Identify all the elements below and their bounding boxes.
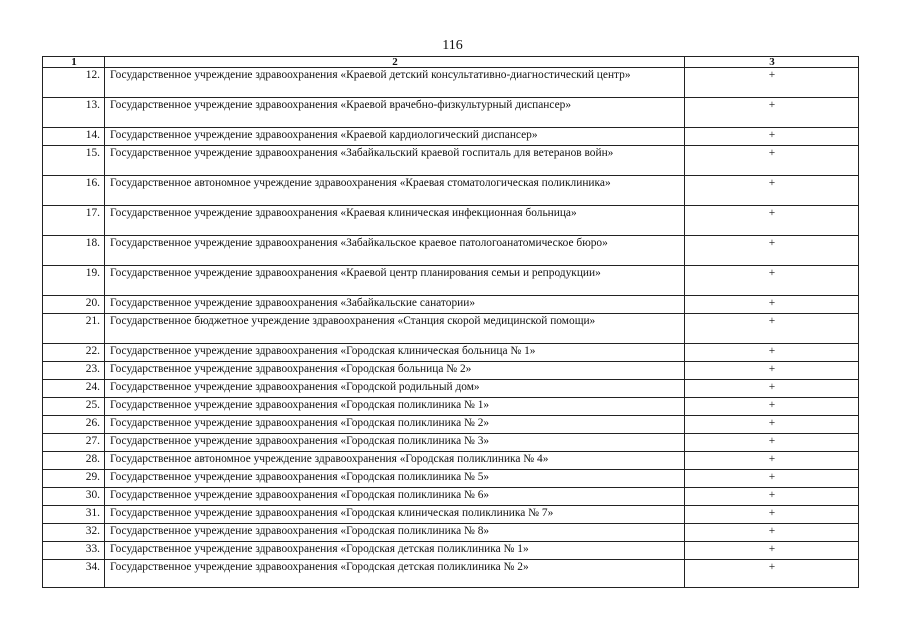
row-number: 29. xyxy=(43,470,105,488)
institution-name: Государственное бюджетное учреждение здравоохранения «Станция скорой медицинской помощи» xyxy=(105,314,685,344)
column-header-name: 2 xyxy=(105,57,685,68)
plus-mark: + xyxy=(685,236,859,266)
row-number: 31. xyxy=(43,506,105,524)
plus-mark: + xyxy=(685,314,859,344)
column-header-number: 1 xyxy=(43,57,105,68)
row-number: 23. xyxy=(43,362,105,380)
institution-name: Государственное учреждение здравоохранения «Краевой кардиологический диспансер» xyxy=(105,128,685,146)
table-row xyxy=(43,206,859,236)
table-header-row xyxy=(43,57,859,68)
table-row xyxy=(43,488,859,506)
table-row xyxy=(43,542,859,560)
institution-name: Государственное учреждение здравоохранения «Городская детская поликлиника № 1» xyxy=(105,542,685,560)
table-row xyxy=(43,128,859,146)
row-number: 19. xyxy=(43,266,105,296)
row-number: 14. xyxy=(43,128,105,146)
row-number: 20. xyxy=(43,296,105,314)
plus-mark: + xyxy=(685,266,859,296)
plus-mark: + xyxy=(685,542,859,560)
row-number: 15. xyxy=(43,146,105,176)
plus-mark: + xyxy=(685,488,859,506)
plus-mark: + xyxy=(685,434,859,452)
row-number: 33. xyxy=(43,542,105,560)
row-number: 32. xyxy=(43,524,105,542)
plus-mark: + xyxy=(685,416,859,434)
plus-mark: + xyxy=(685,128,859,146)
institution-name: Государственное учреждение здравоохранения «Городская поликлиника № 3» xyxy=(105,434,685,452)
plus-mark: + xyxy=(685,362,859,380)
institution-name: Государственное учреждение здравоохранения «Краевой детский консультативно-диагностический центр» xyxy=(105,68,685,98)
plus-mark: + xyxy=(685,344,859,362)
institution-name: Государственное автономное учреждение здравоохранения «Краевая стоматологическая поликлиника» xyxy=(105,176,685,206)
table-row xyxy=(43,560,859,588)
table-row xyxy=(43,506,859,524)
table-row xyxy=(43,146,859,176)
institution-name: Государственное учреждение здравоохранения «Городская поликлиника № 5» xyxy=(105,470,685,488)
row-number: 24. xyxy=(43,380,105,398)
row-number: 16. xyxy=(43,176,105,206)
institution-name: Государственное учреждение здравоохранения «Краевая клиническая инфекционная больница» xyxy=(105,206,685,236)
table-row xyxy=(43,398,859,416)
table-row xyxy=(43,314,859,344)
row-number: 25. xyxy=(43,398,105,416)
table-row xyxy=(43,236,859,266)
institution-name: Государственное учреждение здравоохранения «Городская больница № 2» xyxy=(105,362,685,380)
institution-name: Государственное учреждение здравоохранения «Городская поликлиника № 8» xyxy=(105,524,685,542)
plus-mark: + xyxy=(685,524,859,542)
row-number: 26. xyxy=(43,416,105,434)
institution-name: Государственное учреждение здравоохранения «Городская поликлиника № 1» xyxy=(105,398,685,416)
table-row xyxy=(43,434,859,452)
institution-name: Государственное учреждение здравоохранения «Краевой центр планирования семьи и репродукции» xyxy=(105,266,685,296)
institution-name: Государственное учреждение здравоохранения «Городская клиническая больница № 1» xyxy=(105,344,685,362)
row-number: 30. xyxy=(43,488,105,506)
plus-mark: + xyxy=(685,176,859,206)
table-row xyxy=(43,416,859,434)
table-row xyxy=(43,380,859,398)
plus-mark: + xyxy=(685,206,859,236)
plus-mark: + xyxy=(685,98,859,128)
table-row xyxy=(43,266,859,296)
institution-name: Государственное учреждение здравоохранения «Городской родильный дом» xyxy=(105,380,685,398)
row-number: 22. xyxy=(43,344,105,362)
plus-mark: + xyxy=(685,296,859,314)
table-row xyxy=(43,98,859,128)
row-number: 13. xyxy=(43,98,105,128)
table-row xyxy=(43,296,859,314)
table-row xyxy=(43,68,859,98)
table-row xyxy=(43,524,859,542)
institution-name: Государственное учреждение здравоохранения «Городская клиническая поликлиника № 7» xyxy=(105,506,685,524)
row-number: 28. xyxy=(43,452,105,470)
institution-name: Государственное учреждение здравоохранения «Городская детская поликлиника № 2» xyxy=(105,560,685,588)
column-header-mark: 3 xyxy=(685,57,859,68)
institution-name: Государственное автономное учреждение здравоохранения «Городская поликлиника № 4» xyxy=(105,452,685,470)
row-number: 21. xyxy=(43,314,105,344)
table-row xyxy=(43,452,859,470)
institution-name: Государственное учреждение здравоохранения «Забайкальское краевое патологоанатомическое бюро» xyxy=(105,236,685,266)
page-number: 116 xyxy=(442,38,463,53)
row-number: 12. xyxy=(43,68,105,98)
plus-mark: + xyxy=(685,380,859,398)
table-row xyxy=(43,470,859,488)
row-number: 18. xyxy=(43,236,105,266)
plus-mark: + xyxy=(685,560,859,588)
row-number: 27. xyxy=(43,434,105,452)
institutions-table xyxy=(42,56,859,588)
table-row xyxy=(43,362,859,380)
institution-name: Государственное учреждение здравоохранения «Краевой врачебно-физкультурный диспансер» xyxy=(105,98,685,128)
plus-mark: + xyxy=(685,398,859,416)
plus-mark: + xyxy=(685,506,859,524)
plus-mark: + xyxy=(685,470,859,488)
plus-mark: + xyxy=(685,452,859,470)
row-number: 34. xyxy=(43,560,105,588)
institution-name: Государственное учреждение здравоохранения «Городская поликлиника № 2» xyxy=(105,416,685,434)
institution-name: Государственное учреждение здравоохранения «Забайкальский краевой госпиталь для ветеранов войн» xyxy=(105,146,685,176)
table-row xyxy=(43,344,859,362)
institution-name: Государственное учреждение здравоохранения «Городская поликлиника № 6» xyxy=(105,488,685,506)
table-row xyxy=(43,176,859,206)
institution-name: Государственное учреждение здравоохранения «Забайкальские санатории» xyxy=(105,296,685,314)
plus-mark: + xyxy=(685,146,859,176)
plus-mark: + xyxy=(685,68,859,98)
row-number: 17. xyxy=(43,206,105,236)
